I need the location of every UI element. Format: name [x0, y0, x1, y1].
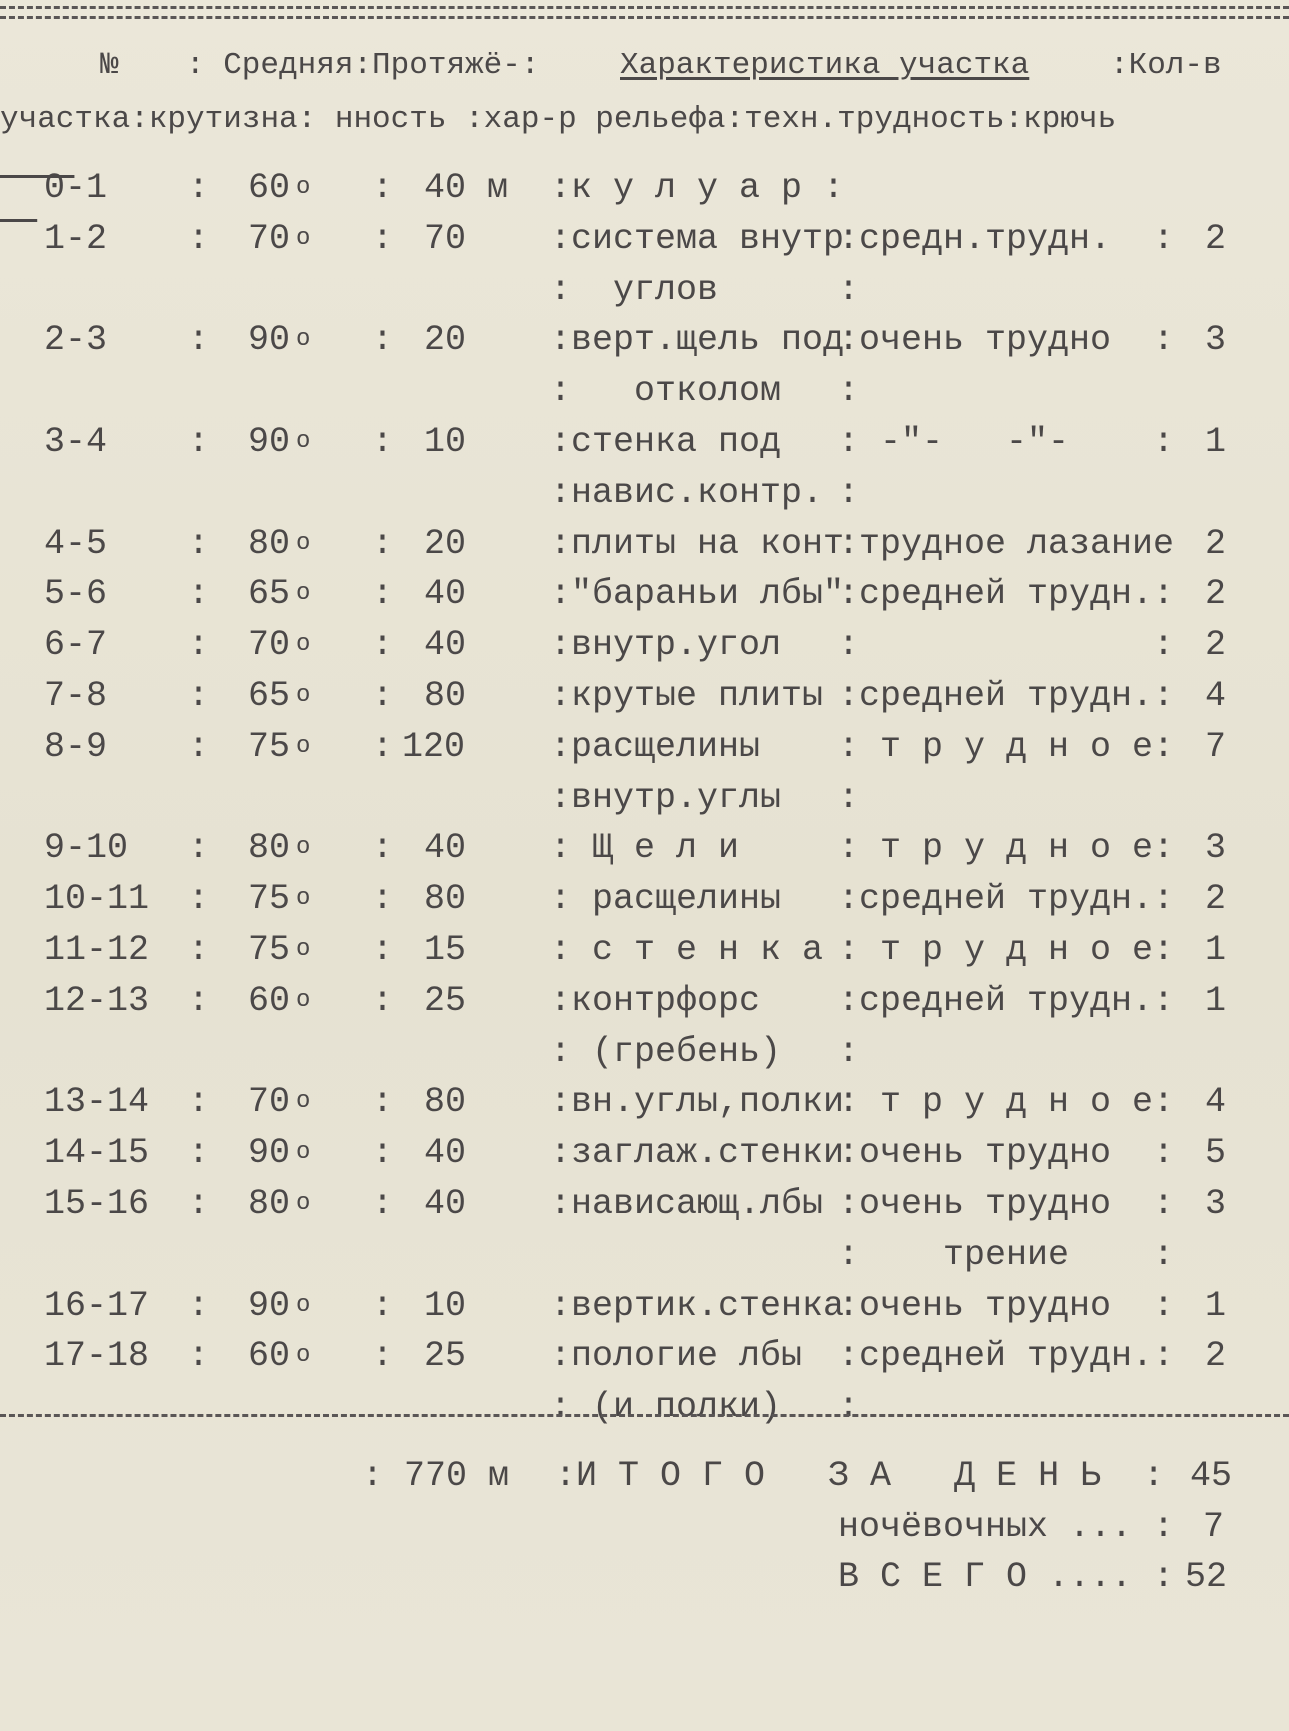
row-length: 70: [424, 218, 467, 259]
table-row: [0, 268, 1289, 312]
totals-day-length: : 770 м: [362, 1456, 510, 1496]
totals-day-label: :И Т О Г О З А Д Е Н Ь :: [555, 1456, 1165, 1496]
row-difficulty: : -"- -"- :: [838, 422, 1175, 462]
row-segment: 12-13: [44, 980, 150, 1021]
row-hooks: 2: [1205, 879, 1227, 920]
row-slope: 60: [248, 168, 291, 208]
table-row: [0, 1131, 1289, 1175]
totals-all: [0, 1555, 1289, 1599]
row-length: 40 м: [424, 168, 509, 208]
row-slope: 60: [248, 1336, 291, 1377]
row-colon: :: [188, 980, 210, 1021]
row-slope: 80: [248, 828, 291, 869]
row-slope: 70: [248, 218, 291, 259]
header-top: [0, 44, 1289, 88]
row-difficulty: :: [838, 371, 860, 412]
row-length: 80: [424, 1082, 467, 1123]
row-slope: 75: [248, 879, 291, 920]
totals-day-value: 45: [1190, 1456, 1233, 1496]
row-colon: :: [372, 320, 394, 361]
row-relief: :вертик.стенка: [550, 1285, 845, 1326]
row-degree: o: [296, 631, 311, 659]
row-relief: :расщелины: [550, 726, 761, 767]
row-relief: : (и полки): [550, 1387, 782, 1428]
row-hooks: 1: [1205, 980, 1227, 1021]
row-length: 10: [424, 422, 467, 462]
row-degree: o: [296, 326, 311, 354]
row-hooks: 1: [1205, 930, 1227, 970]
row-slope: 90: [248, 320, 291, 361]
row-difficulty: : т р у д н о е:: [838, 930, 1175, 970]
row-difficulty: :очень трудно :: [838, 320, 1175, 361]
row-colon: :: [188, 930, 210, 970]
row-slope: 75: [248, 930, 291, 970]
row-difficulty: :очень трудно :: [838, 1133, 1175, 1174]
row-difficulty: : т р у д н о е:: [838, 1082, 1175, 1123]
row-colon: :: [372, 930, 394, 970]
row-slope: 70: [248, 1082, 291, 1123]
row-relief: :нависающ.лбы: [550, 1184, 824, 1224]
row-degree: o: [296, 682, 311, 709]
row-difficulty: :средней трудн.:: [838, 879, 1175, 920]
row-slope: 90: [248, 1133, 291, 1174]
row-colon: :: [372, 625, 394, 666]
header-top-hooks: :Кол-в: [1110, 48, 1222, 83]
row-degree: o: [296, 224, 311, 252]
row-segment: 0-1: [44, 168, 108, 208]
table-row: [0, 217, 1289, 261]
row-segment: 4-5: [44, 523, 108, 564]
row-segment: 3-4: [44, 422, 108, 462]
row-difficulty: :: [838, 1387, 860, 1428]
totals-night-value: 7: [1203, 1507, 1225, 1547]
row-hooks: 2: [1205, 574, 1227, 615]
row-colon: :: [372, 218, 394, 259]
top-rule-2: [0, 16, 1289, 19]
row-slope: 90: [248, 422, 291, 462]
table-row: [0, 1233, 1289, 1277]
header-top-characteristic: Характеристика участка: [620, 48, 1030, 83]
row-segment: 2-3: [44, 320, 108, 361]
row-slope: 70: [248, 625, 291, 666]
row-colon: :: [372, 1336, 394, 1377]
row-relief: : (гребень): [550, 1031, 782, 1072]
row-relief: : расщелины: [550, 879, 782, 920]
row-slope: 80: [248, 1184, 291, 1224]
table-row: [0, 420, 1289, 464]
row-segment: 16-17: [44, 1285, 150, 1326]
row-relief: :к у л у а р :: [550, 168, 845, 208]
row-relief: : Щ е л и: [550, 828, 740, 869]
row-colon: :: [188, 676, 210, 716]
row-colon: :: [372, 422, 394, 462]
row-relief: :крутые плиты: [550, 676, 824, 716]
row-colon: :: [372, 1184, 394, 1224]
row-colon: :: [188, 625, 210, 666]
row-hooks: 2: [1205, 218, 1227, 259]
row-colon: :: [372, 980, 394, 1021]
row-colon: :: [372, 168, 394, 208]
table-row: [0, 725, 1289, 769]
table-row: [0, 572, 1289, 616]
totals-all-label: В С Е Г О .... :: [838, 1557, 1175, 1597]
row-degree: o: [296, 834, 311, 862]
row-length: 25: [424, 1336, 467, 1377]
row-difficulty: :средней трудн.:: [838, 574, 1175, 615]
row-slope: 80: [248, 523, 291, 564]
row-length: 25: [424, 980, 467, 1021]
row-length: 15: [424, 930, 467, 970]
row-difficulty: :средней трудн.:: [838, 1336, 1175, 1377]
row-difficulty: :средней трудн.:: [838, 676, 1175, 716]
table-row: [0, 471, 1289, 515]
row-relief: : углов: [550, 269, 719, 310]
row-colon: :: [372, 1285, 394, 1326]
row-slope: 65: [248, 574, 291, 615]
row-colon: :: [188, 574, 210, 615]
row-hooks: 2: [1205, 625, 1227, 666]
row-segment: 10-11: [44, 879, 150, 920]
row-relief: :контрфорс: [550, 980, 761, 1021]
row-relief: : отколом: [550, 371, 782, 412]
row-colon: :: [372, 1133, 394, 1174]
row-difficulty: :трудное лазание: [838, 523, 1175, 564]
table-row: [0, 1284, 1289, 1328]
top-rule: [0, 6, 1289, 9]
row-degree: o: [296, 1190, 311, 1217]
row-segment: 17-18: [44, 1336, 150, 1377]
row-segment: 14-15: [44, 1133, 150, 1174]
row-colon: :: [372, 523, 394, 564]
row-difficulty: : т р у д н о е:: [838, 726, 1175, 767]
row-colon: :: [188, 523, 210, 564]
row-length: 40: [424, 1133, 467, 1174]
row-relief: :вн.углы,полки: [550, 1082, 845, 1123]
row-difficulty: :: [838, 269, 860, 310]
row-colon: :: [372, 676, 394, 716]
row-hooks: 1: [1205, 422, 1227, 462]
row-colon: :: [188, 218, 210, 259]
row-segment: 11-12: [44, 930, 150, 970]
row-degree: o: [296, 732, 311, 760]
row-difficulty: :: [838, 1031, 860, 1072]
row-colon: :: [188, 1082, 210, 1123]
row-degree: o: [296, 174, 311, 201]
totals-night: [0, 1505, 1289, 1549]
row-degree: o: [296, 936, 311, 963]
row-segment: 15-16: [44, 1184, 150, 1224]
row-colon: :: [372, 1082, 394, 1123]
row-length: 40: [424, 1184, 467, 1224]
row-colon: :: [188, 879, 210, 920]
bottom-rule: [0, 1414, 1289, 1417]
row-length: 40: [424, 828, 467, 869]
row-degree: o: [296, 1291, 311, 1319]
row-slope: 60: [248, 980, 291, 1021]
row-difficulty: :очень трудно :: [838, 1184, 1175, 1224]
row-degree: o: [296, 885, 311, 913]
row-degree: o: [296, 1088, 311, 1116]
row-segment: 5-6: [44, 574, 108, 615]
row-hooks: 3: [1205, 828, 1227, 869]
row-difficulty: :средн.трудн. :: [838, 218, 1175, 259]
row-colon: :: [188, 320, 210, 361]
table-row: [0, 1334, 1289, 1378]
table-row: [0, 1385, 1289, 1429]
row-colon: :: [372, 726, 394, 767]
row-difficulty: : т р у д н о е:: [838, 828, 1175, 869]
table-row: [0, 674, 1289, 718]
row-colon: :: [372, 879, 394, 920]
row-slope: 65: [248, 676, 291, 716]
row-hooks: 1: [1205, 1285, 1227, 1326]
row-relief: :"бараньи лбы": [550, 574, 845, 615]
row-relief: :пологие лбы: [550, 1336, 803, 1377]
row-segment: 7-8: [44, 676, 108, 716]
table-row: [0, 166, 1289, 210]
table-row: [0, 1030, 1289, 1074]
row-degree: o: [296, 428, 311, 455]
header-bottom-text: участка:крутизна: нность :хар-р рельефа:техн.трудность:крючь: [0, 102, 1117, 137]
row-colon: :: [372, 828, 394, 869]
totals-night-label: ночёвочных ... :: [838, 1507, 1175, 1547]
totals-all-value: 52: [1185, 1557, 1228, 1597]
row-hooks: 3: [1205, 320, 1227, 361]
row-relief: : с т е н к а: [550, 930, 824, 970]
row-colon: :: [372, 574, 394, 615]
row-colon: :: [188, 1133, 210, 1174]
row-difficulty: : :: [838, 625, 1175, 666]
table-row: [0, 369, 1289, 413]
row-difficulty: :: [838, 472, 860, 513]
row-relief: :внутр.углы: [550, 777, 782, 818]
table-row: [0, 877, 1289, 921]
table-row: [0, 1182, 1289, 1226]
row-hooks: 5: [1205, 1133, 1227, 1174]
table-row: [0, 979, 1289, 1023]
row-hooks: 2: [1205, 1336, 1227, 1377]
row-difficulty: :очень трудно :: [838, 1285, 1175, 1326]
row-segment: 8-9: [44, 726, 108, 767]
row-difficulty: :средней трудн.:: [838, 980, 1175, 1021]
table-row: [0, 318, 1289, 362]
table-row: [0, 776, 1289, 820]
row-colon: :: [188, 828, 210, 869]
row-colon: :: [188, 1184, 210, 1224]
row-relief: :система внутр: [550, 218, 845, 259]
table-row: [0, 1080, 1289, 1124]
row-colon: :: [188, 1336, 210, 1377]
row-relief: :верт.щель под: [550, 320, 845, 361]
header-bottom: [0, 98, 1289, 142]
row-segment: 6-7: [44, 625, 108, 666]
table-row: [0, 522, 1289, 566]
row-difficulty: : трение :: [838, 1234, 1175, 1275]
row-relief: :заглаж.стенки: [550, 1133, 845, 1174]
row-difficulty: :: [838, 777, 860, 818]
table-row: [0, 928, 1289, 972]
row-relief: :плиты на конт: [550, 523, 845, 564]
row-slope: 75: [248, 726, 291, 767]
row-slope: 90: [248, 1285, 291, 1326]
row-colon: :: [188, 168, 210, 208]
row-segment: 13-14: [44, 1082, 150, 1123]
row-relief: :навис.контр.: [550, 472, 824, 513]
row-length: 40: [424, 625, 467, 666]
row-relief: :стенка под: [550, 422, 782, 462]
table-row: [0, 623, 1289, 667]
row-length: 120: [402, 726, 466, 767]
row-length: 80: [424, 879, 467, 920]
header-top-left: : Средняя:Протяжё-:: [186, 48, 540, 83]
row-degree: o: [296, 529, 311, 557]
table-row: [0, 826, 1289, 870]
row-hooks: 7: [1205, 726, 1227, 767]
row-colon: :: [188, 422, 210, 462]
row-colon: :: [188, 726, 210, 767]
row-length: 80: [424, 676, 467, 716]
row-segment: 9-10: [44, 828, 129, 869]
row-length: 20: [424, 523, 467, 564]
row-degree: o: [296, 986, 311, 1014]
row-hooks: 3: [1205, 1184, 1227, 1224]
row-hooks: 2: [1205, 523, 1227, 564]
row-degree: o: [296, 1342, 311, 1370]
totals-day: [0, 1454, 1289, 1498]
row-colon: :: [188, 1285, 210, 1326]
row-segment: 1-2: [44, 218, 108, 259]
row-relief: :внутр.угол: [550, 625, 782, 666]
header-no-mark: №: [100, 48, 119, 83]
row-hooks: 4: [1205, 676, 1227, 716]
row-length: 40: [424, 574, 467, 615]
row-degree: o: [296, 1139, 311, 1167]
row-degree: o: [296, 580, 311, 608]
row-hooks: 4: [1205, 1082, 1227, 1123]
row-length: 10: [424, 1285, 467, 1326]
row-length: 20: [424, 320, 467, 361]
